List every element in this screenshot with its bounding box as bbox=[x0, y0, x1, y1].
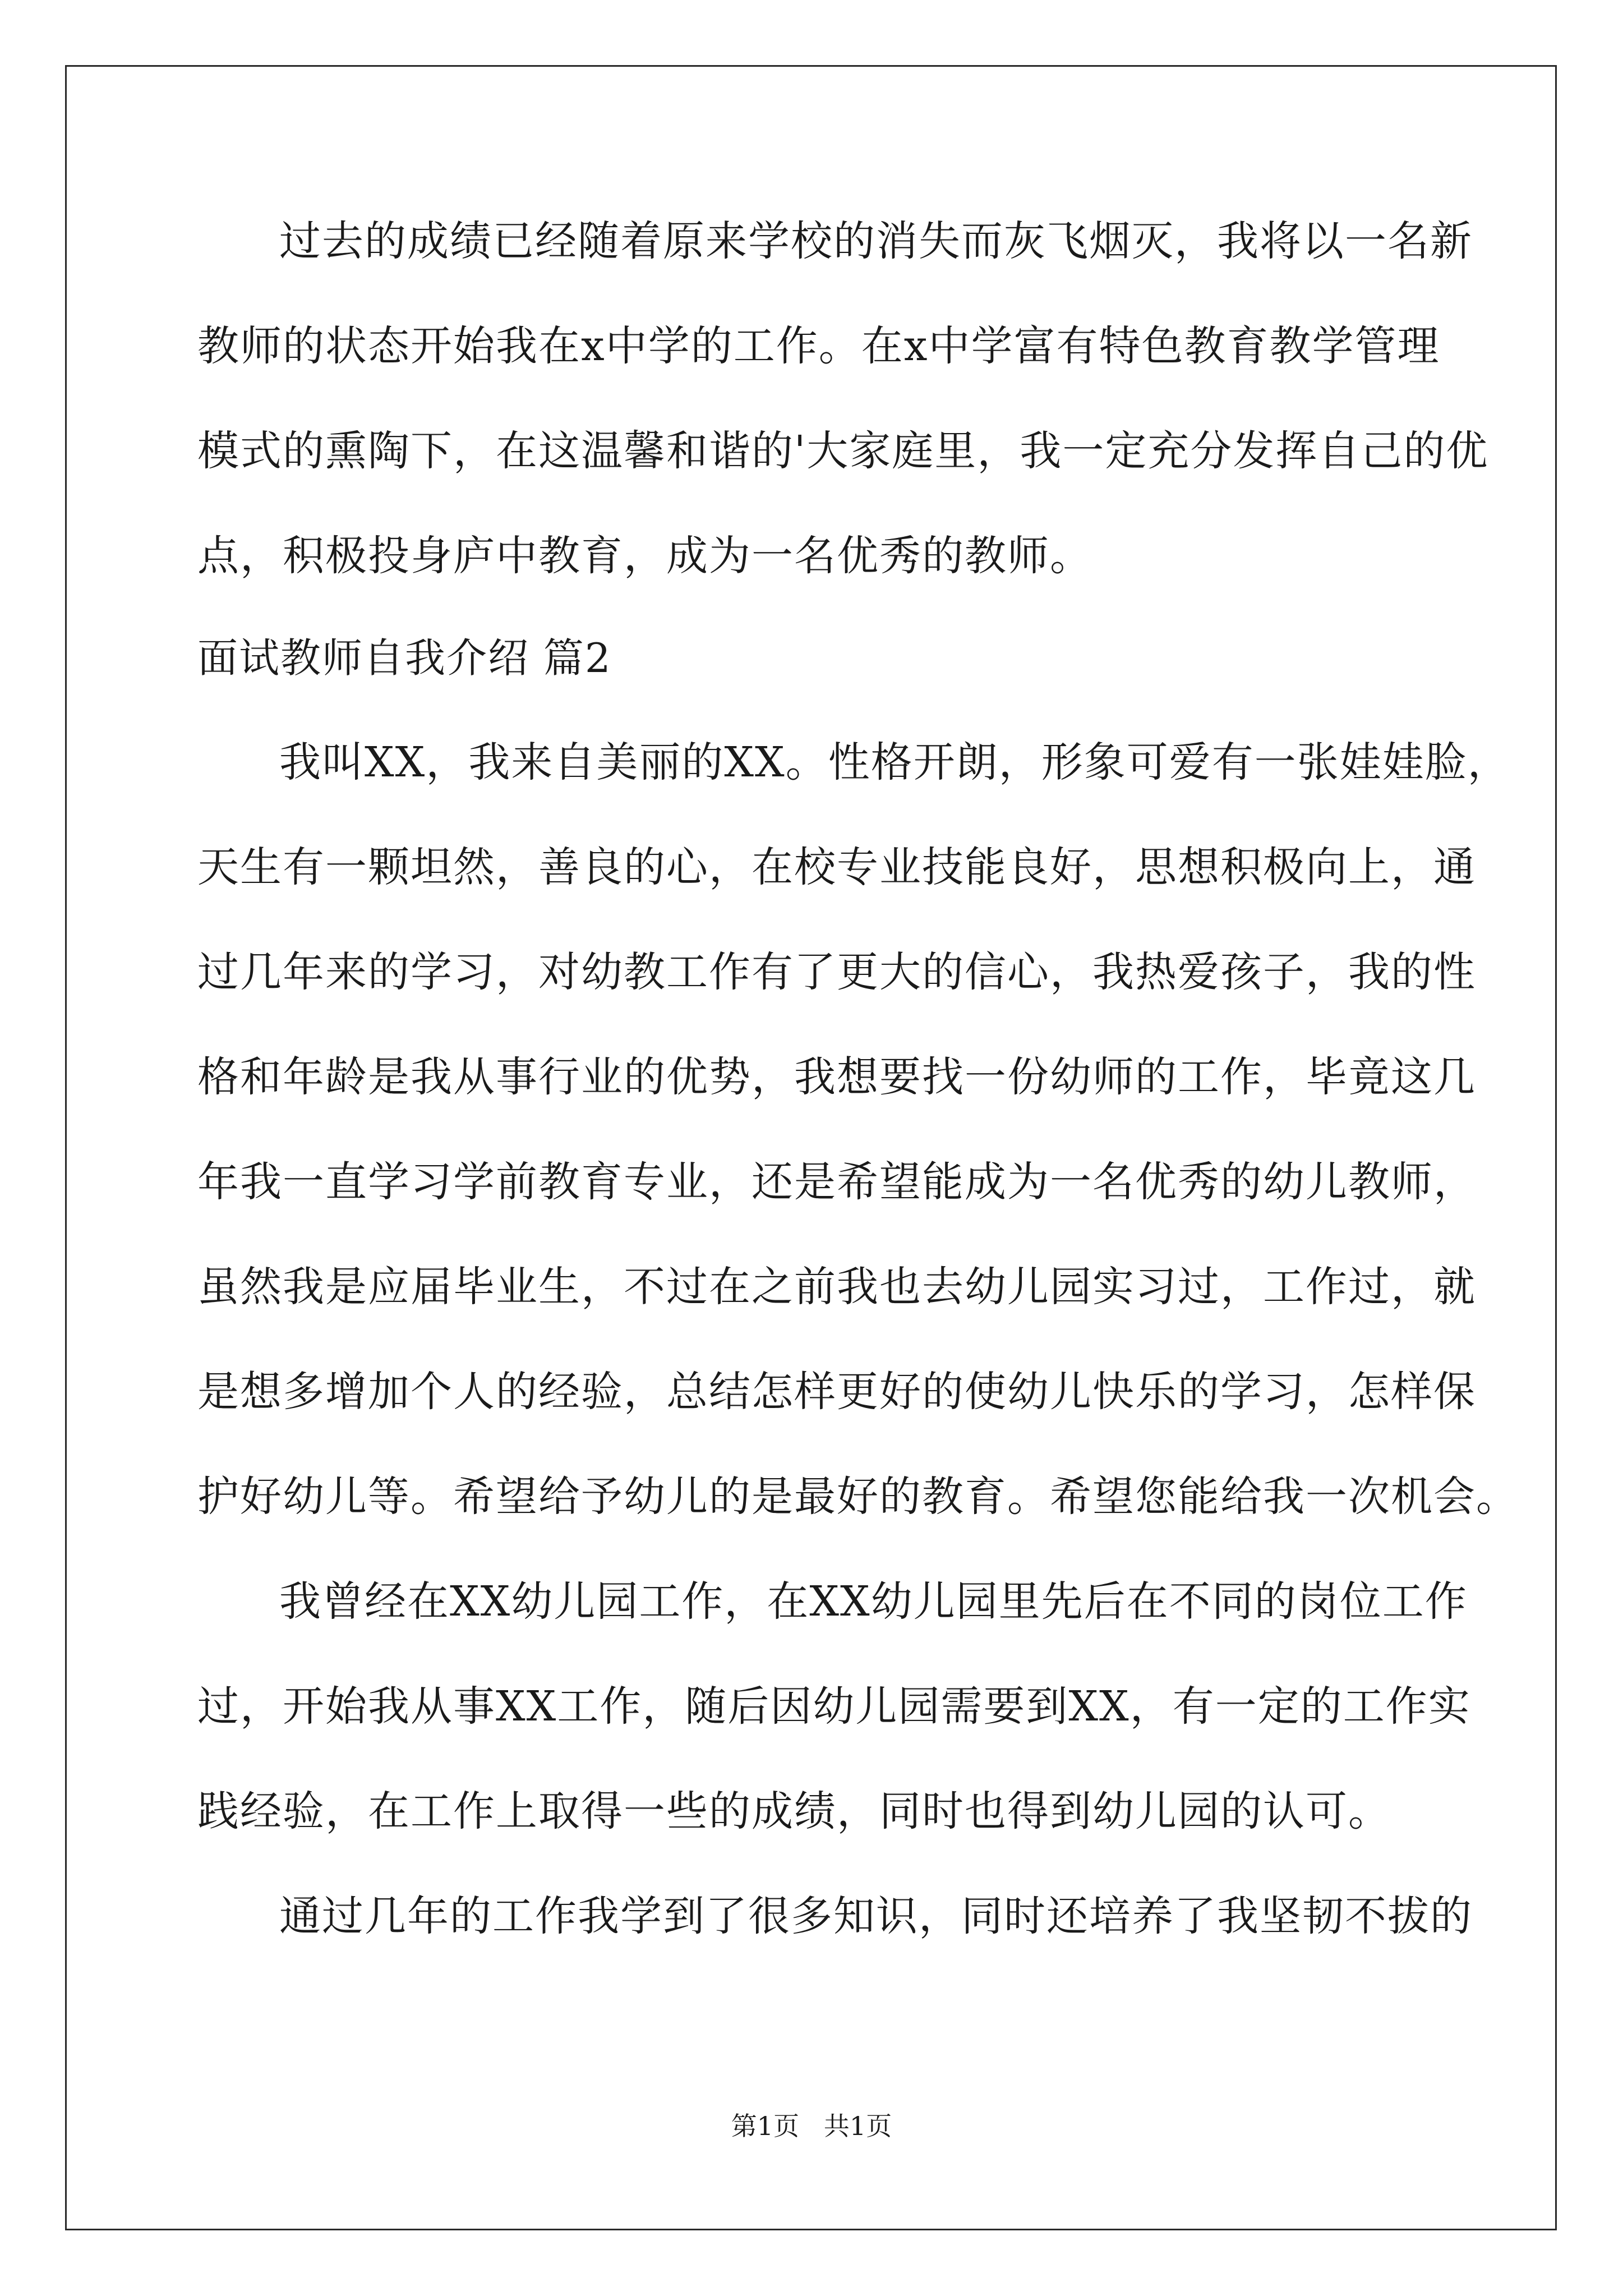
section-heading: 面试教师自我介绍 篇2 bbox=[197, 634, 612, 682]
paragraph-line: 通过几年的工作我学到了很多知识，同时还培养了我坚韧不拔的 bbox=[279, 1892, 1473, 1940]
paragraph-line: 虽然我是应届毕业生，不过在之前我也去幼儿园实习过，工作过，就 bbox=[197, 1263, 1476, 1311]
paragraph-line: 格和年龄是我从事行业的优势，我想要找一份幼师的工作，毕竟这几 bbox=[197, 1053, 1476, 1101]
paragraph-line: 我曾经在XX幼儿园工作，在XX幼儿园里先后在不同的岗位工作 bbox=[279, 1577, 1468, 1626]
paragraph-line: 护好幼儿等。希望给予幼儿的是最好的教育。希望您能给我一次机会。 bbox=[197, 1473, 1519, 1521]
paragraph-line: 过去的成绩已经随着原来学校的消失而灰飞烟灭，我将以一名新 bbox=[279, 217, 1473, 265]
paragraph-line: 教师的状态开始我在x中学的工作。在x中学富有特色教育教学管理 bbox=[197, 322, 1440, 370]
paragraph-line: 过，开始我从事XX工作，随后因幼儿园需要到XX，有一定的工作实 bbox=[197, 1682, 1471, 1731]
paragraph-line: 年我一直学习学前教育专业，还是希望能成为一名优秀的幼儿教师， bbox=[197, 1158, 1476, 1206]
paragraph-line: 点，积极投身庐中教育，成为一名优秀的教师。 bbox=[197, 532, 1092, 580]
paragraph-line: 我叫XX，我来自美丽的XX。性格开朗，形象可爱有一张娃娃脸， bbox=[279, 738, 1510, 786]
paragraph-line: 天生有一颗坦然，善良的心，在校专业技能良好，思想积极向上，通 bbox=[197, 843, 1476, 891]
paragraph-line: 是想多增加个人的经验，总结怎样更好的使幼儿快乐的学习，怎样保 bbox=[197, 1368, 1476, 1416]
paragraph-line: 践经验，在工作上取得一些的成绩，同时也得到幼儿园的认可。 bbox=[197, 1787, 1391, 1835]
paragraph-line: 过几年来的学习，对幼教工作有了更大的信心，我热爱孩子，我的性 bbox=[197, 948, 1476, 996]
paragraph-line: 模式的熏陶下，在这温馨和谐的'大家庭里，我一定充分发挥自己的优 bbox=[197, 427, 1489, 475]
page-footer: 第1页 共1页 bbox=[731, 2111, 892, 2141]
